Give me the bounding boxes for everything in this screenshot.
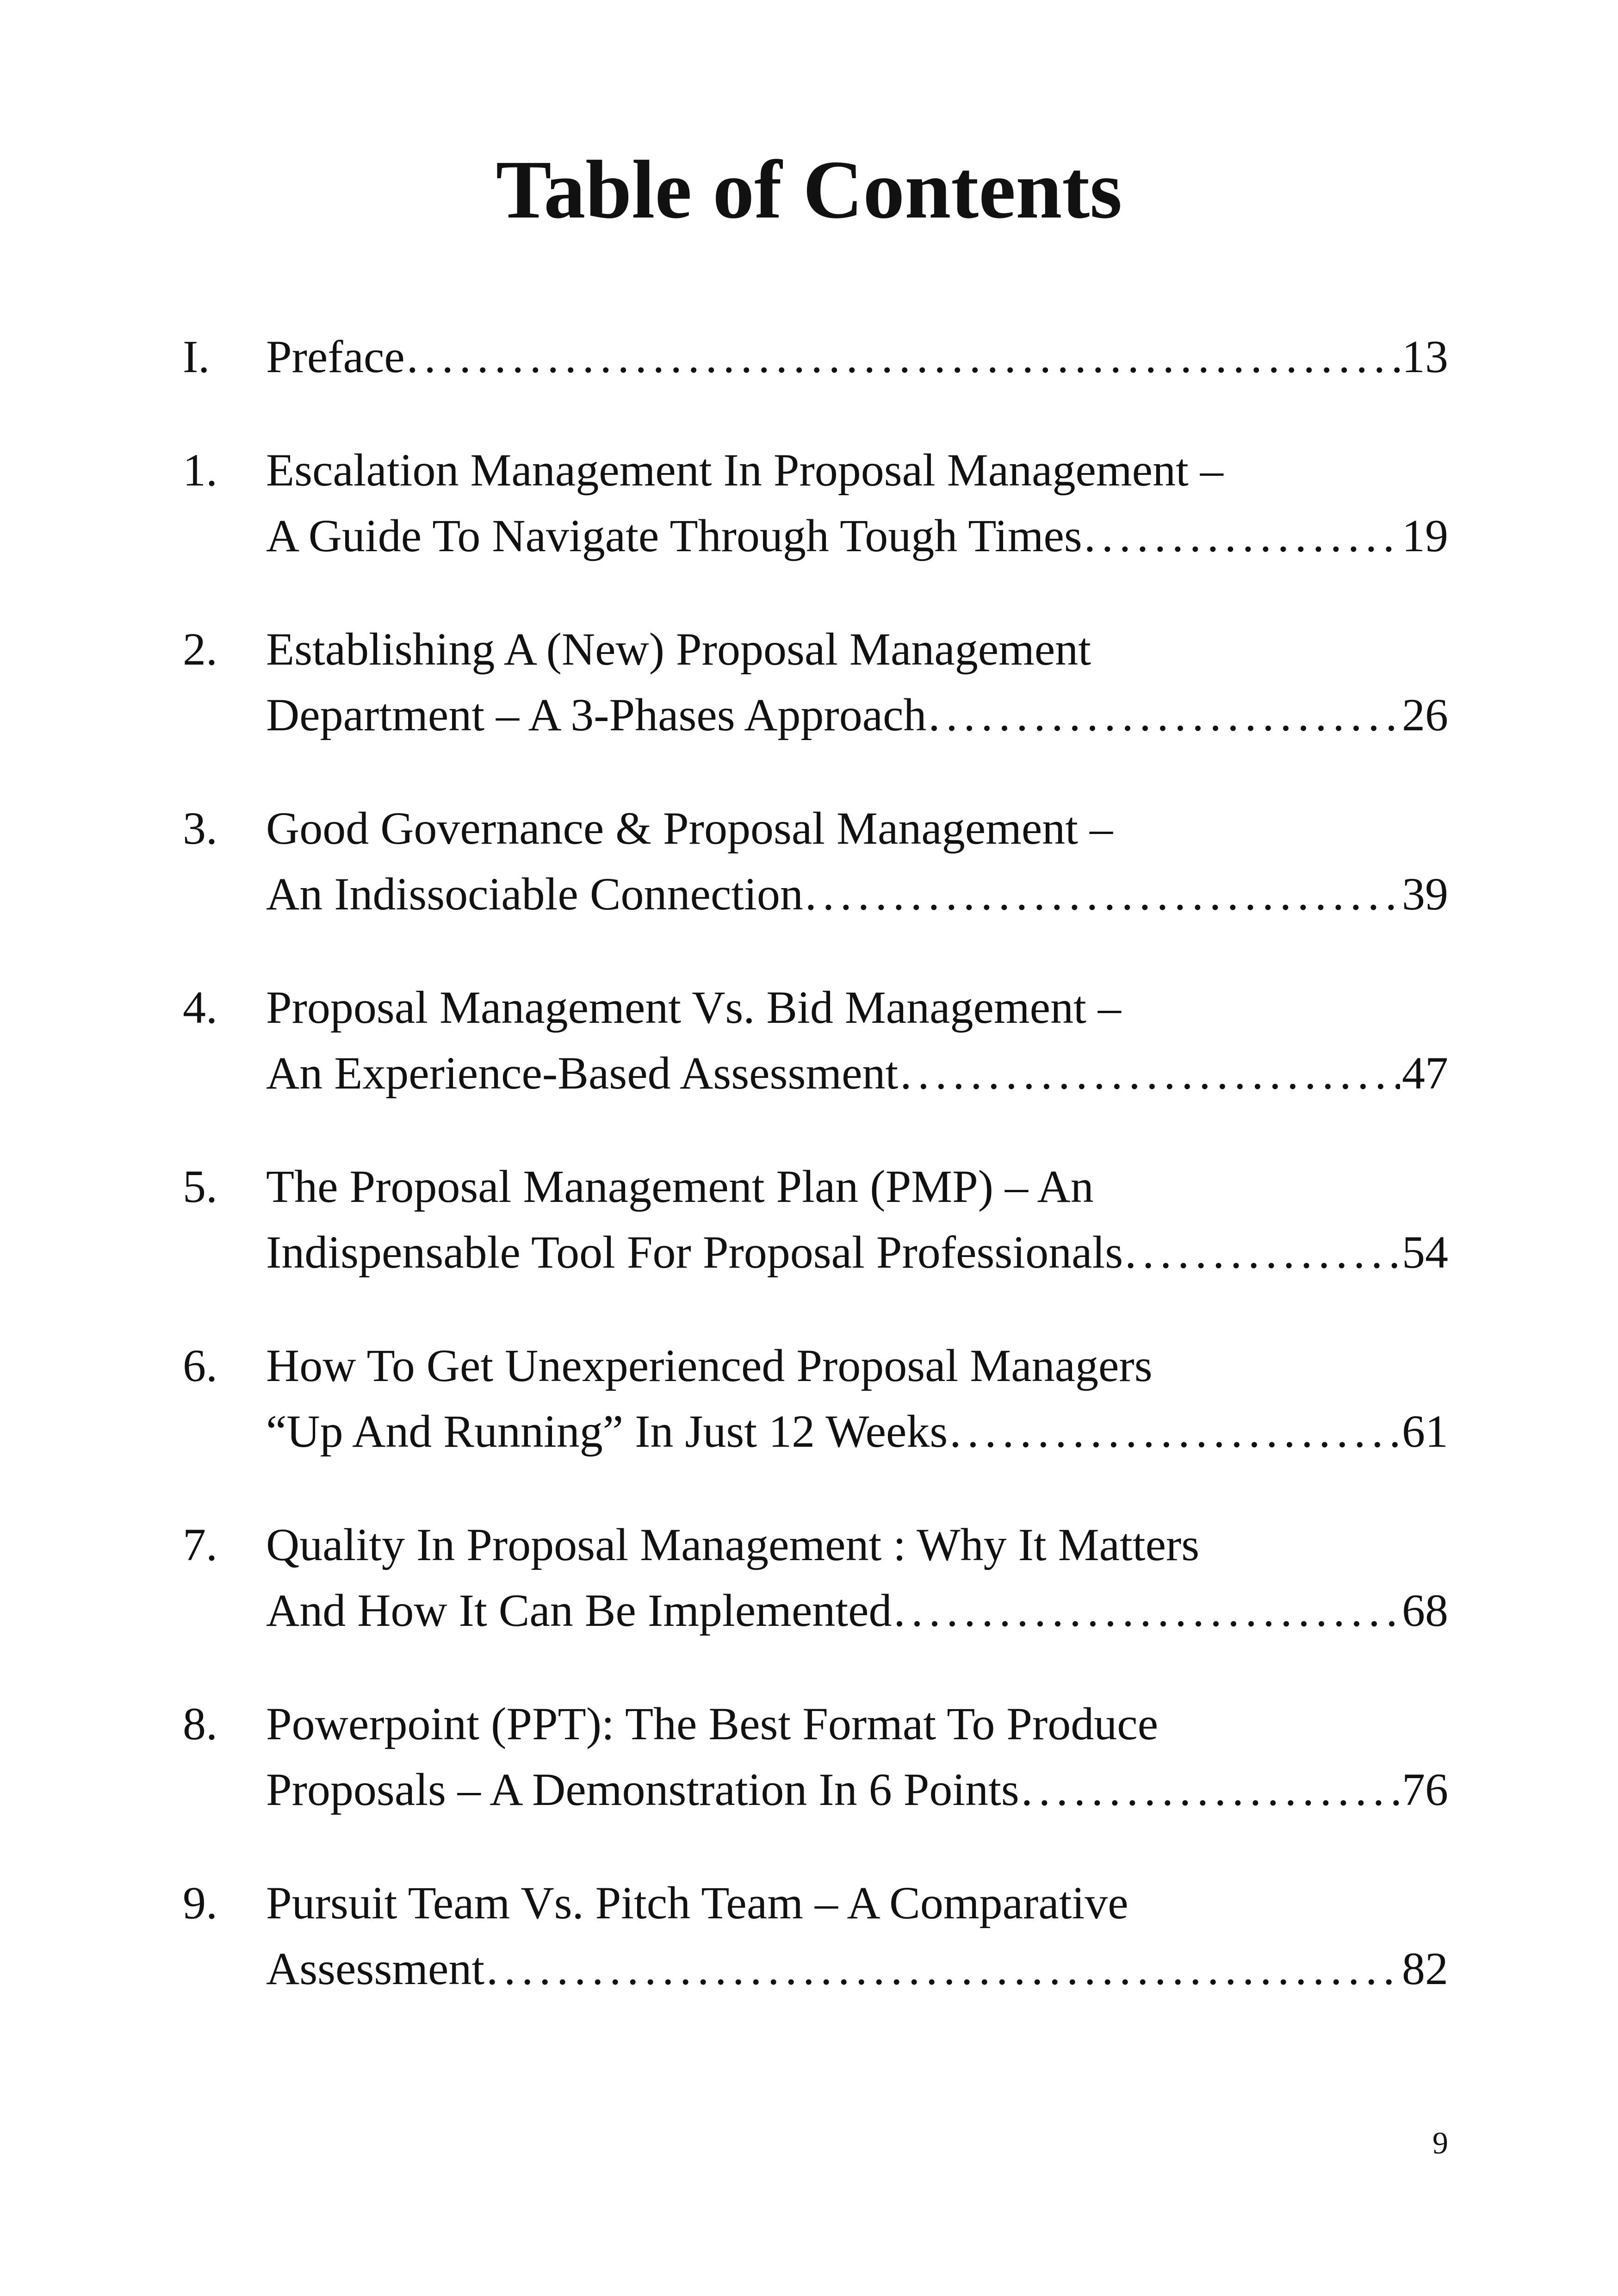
toc-entry-text <box>266 437 1448 569</box>
toc-entry-number: 6. <box>183 1340 217 1391</box>
page-number: 9 <box>1432 2125 1448 2160</box>
toc-entry[interactable] <box>183 324 1448 390</box>
toc-entry-final-line <box>266 1936 1448 2002</box>
toc-entry-final-line <box>266 1040 1448 1106</box>
page-title: Table of Contents <box>496 143 1122 236</box>
toc-entry-page: 82 <box>1402 1943 1448 1994</box>
toc-entry[interactable] <box>183 1870 1448 2002</box>
toc-entry-title-line: Department – A 3-Phases Approach <box>266 689 927 740</box>
toc-entry-number: 7. <box>183 1519 217 1570</box>
toc-entry-page: 76 <box>1402 1764 1448 1815</box>
toc-entry-final-line <box>266 1757 1448 1823</box>
toc-entry[interactable] <box>183 1691 1448 1823</box>
toc-entry-text <box>266 1691 1448 1823</box>
toc-entry-page: 68 <box>1402 1585 1448 1636</box>
toc-entry-title-line: Indispensable Tool For Proposal Professionals <box>266 1226 1123 1278</box>
dot-leader <box>407 324 1400 390</box>
toc-entry-title-line: And How It Can Be Implemented <box>266 1585 892 1636</box>
toc-entry-final-line <box>266 1220 1448 1285</box>
toc-entry-text <box>266 1154 1448 1285</box>
toc-entry-title-line: How To Get Unexperienced Proposal Managers <box>266 1340 1153 1391</box>
toc-entry-number: 5. <box>183 1161 217 1212</box>
toc-entry-title-line: An Experience-Based Assessment <box>266 1047 899 1099</box>
dot-leader <box>1125 1220 1400 1285</box>
toc-entry-text <box>266 1870 1448 2002</box>
toc-entry-title-line: Good Governance & Proposal Management – <box>266 803 1113 854</box>
dot-leader <box>1084 503 1400 569</box>
toc-entry-final-line <box>266 1578 1448 1643</box>
toc-entry-page: 39 <box>1402 868 1448 920</box>
toc-entry[interactable] <box>183 1154 1448 1285</box>
toc-entry-title-line: Proposals – A Demonstration In 6 Points <box>266 1764 1019 1815</box>
toc-entry-number: I. <box>183 331 210 382</box>
toc-entry-page: 61 <box>1402 1406 1448 1457</box>
toc-entry-title-line: An Indissociable Connection <box>266 868 803 920</box>
toc-entry-title-line: Establishing A (New) Proposal Management <box>266 623 1091 675</box>
toc-entry-title-line: Quality In Proposal Management : Why It Matters <box>266 1519 1200 1570</box>
toc-entry-text <box>266 1333 1448 1464</box>
toc-entry-title-line: Proposal Management Vs. Bid Management – <box>266 982 1121 1033</box>
dot-leader <box>929 682 1401 748</box>
toc-entry-title-line: Preface <box>266 331 405 382</box>
toc-entry[interactable] <box>183 975 1448 1106</box>
toc-entry-text <box>266 796 1448 927</box>
toc-entry-text <box>266 324 1448 390</box>
dot-leader <box>900 1040 1400 1106</box>
toc-entry-title-line: A Guide To Navigate Through Tough Times <box>266 510 1082 561</box>
toc-entry-text <box>266 975 1448 1106</box>
toc-entry-title-line: Escalation Management In Proposal Management – <box>266 444 1223 496</box>
toc-entry-page: 54 <box>1402 1226 1448 1278</box>
toc-entry[interactable] <box>183 1333 1448 1464</box>
toc-entry-text <box>266 1512 1448 1643</box>
toc-entry-number: 2. <box>183 623 217 675</box>
toc-entry-title-line: Powerpoint (PPT): The Best Format To Produce <box>266 1698 1159 1749</box>
toc-entry-number: 9. <box>183 1877 217 1929</box>
toc-entry-title-line: The Proposal Management Plan (PMP) – An <box>266 1161 1094 1212</box>
toc-entry-number: 3. <box>183 803 217 854</box>
toc-entry-title-line: Assessment <box>266 1943 485 1994</box>
toc-entry-final-line <box>266 1399 1448 1464</box>
dot-leader <box>949 1399 1400 1464</box>
toc-entry-title-line: “Up And Running” In Just 12 Weeks <box>266 1406 948 1457</box>
toc-entry-title-line: Pursuit Team Vs. Pitch Team – A Comparative <box>266 1877 1128 1929</box>
toc-entry-final-line <box>266 503 1448 569</box>
toc-entry-page: 19 <box>1402 510 1448 561</box>
toc-entry-number: 4. <box>183 982 217 1033</box>
dot-leader <box>894 1578 1401 1643</box>
toc-entry-text <box>266 616 1448 748</box>
toc-entry[interactable] <box>183 616 1448 748</box>
toc-entry-number: 1. <box>183 444 217 496</box>
toc-entry-page: 47 <box>1402 1047 1448 1099</box>
toc-entry-page: 13 <box>1402 331 1448 382</box>
toc-entry-final-line <box>266 861 1448 927</box>
dot-leader <box>486 1936 1400 2002</box>
toc-entry[interactable] <box>183 1512 1448 1643</box>
toc-entry-final-line <box>266 682 1448 748</box>
toc-entry-final-line <box>266 324 1448 390</box>
table-of-contents <box>183 324 1448 2049</box>
toc-entry-page: 26 <box>1402 689 1448 740</box>
toc-entry[interactable] <box>183 437 1448 569</box>
dot-leader <box>1021 1757 1400 1823</box>
toc-entry[interactable] <box>183 796 1448 927</box>
dot-leader <box>805 861 1400 927</box>
toc-entry-number: 8. <box>183 1698 217 1749</box>
